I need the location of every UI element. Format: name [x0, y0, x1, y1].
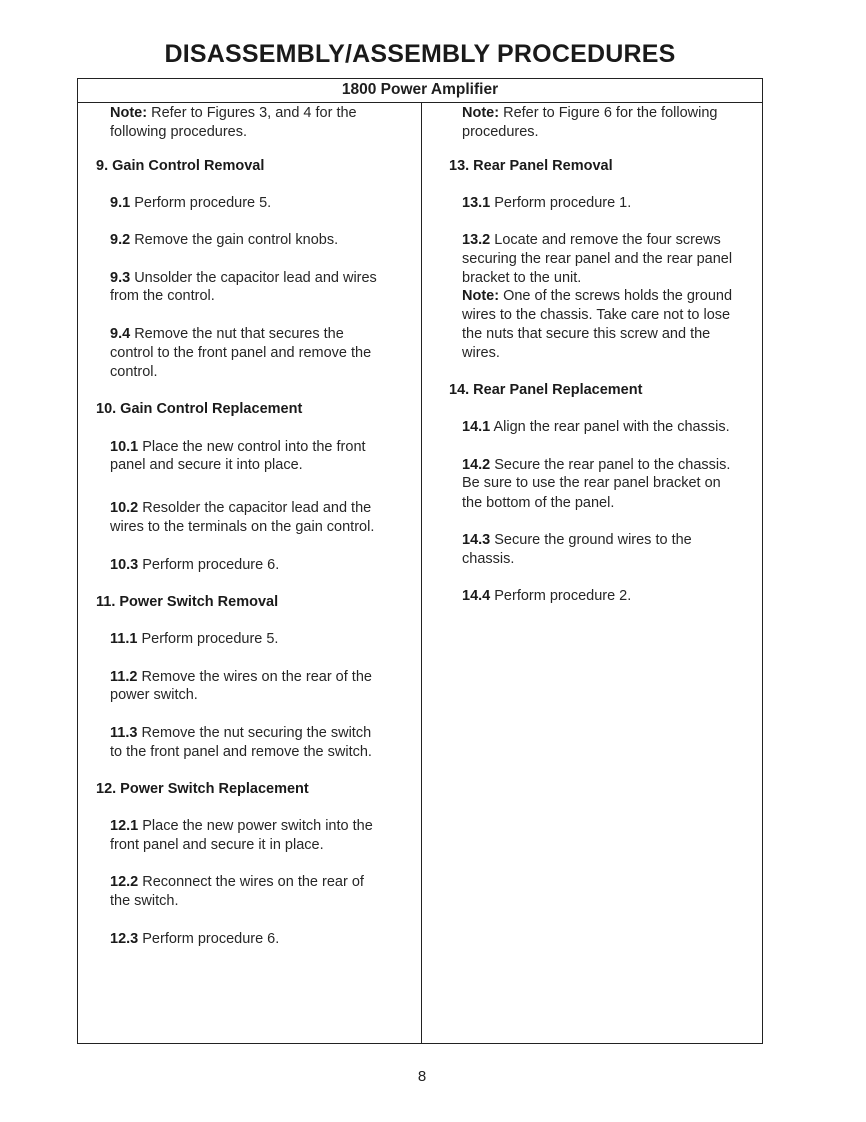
step-text: Place the new control into the front: [142, 439, 366, 455]
step-11-2: [110, 668, 372, 687]
page-number: 8: [417, 1068, 427, 1085]
step-number: 9.1: [110, 195, 131, 211]
step-text: Reconnect the wires on the rear of: [142, 874, 364, 890]
step-number: 9.3: [110, 270, 131, 286]
step-number: 10.2: [110, 500, 139, 516]
step-number: 12.3: [110, 931, 139, 947]
step-13-2-note-line2: wires to the chassis. Take care not to lose: [462, 307, 731, 323]
step-12-2: [110, 873, 364, 892]
step-14-2-line3: the bottom of the panel.: [462, 495, 615, 511]
step-text: Perform procedure 1.: [494, 195, 632, 211]
step-12-1-line2: front panel and secure it in place.: [110, 837, 324, 853]
step-9-4: [110, 325, 344, 344]
step-11-2-line2: power switch.: [110, 687, 198, 703]
note-label: Note:: [462, 288, 500, 304]
step-number: 10.3: [110, 557, 139, 573]
step-14-4: [462, 587, 631, 606]
step-number: 13.1: [462, 195, 491, 211]
left-note: [110, 104, 357, 123]
column-divider: [421, 103, 422, 1044]
step-9-4-line2: control to the front panel and remove the: [110, 345, 372, 361]
step-10-2: [110, 499, 371, 518]
step-number: 12.2: [110, 874, 139, 890]
step-text: Perform procedure 6.: [142, 931, 280, 947]
step-13-1: [462, 194, 631, 213]
step-11-3-line2: to the front panel and remove the switch.: [110, 744, 372, 760]
step-14-3: [462, 531, 692, 550]
section-13-heading: 13. Rear Panel Removal: [449, 158, 613, 174]
right-note: [462, 104, 717, 123]
left-note-line2: following procedures.: [110, 124, 248, 140]
step-text: Perform procedure 5.: [141, 631, 279, 647]
page-title: DISASSEMBLY/ASSEMBLY PROCEDURES: [164, 40, 676, 68]
step-9-3-line2: from the control.: [110, 288, 215, 304]
section-11-heading: 11. Power Switch Removal: [96, 594, 279, 610]
step-text: Locate and remove the four screws: [494, 232, 721, 248]
step-number: 11.1: [110, 631, 138, 647]
step-11-3: [110, 724, 371, 743]
step-text: Secure the rear panel to the chassis.: [494, 457, 731, 473]
step-number: 14.1: [462, 419, 491, 435]
step-13-2-note-line4: wires.: [462, 345, 500, 361]
note-text: Refer to Figure 6 for the following: [503, 105, 718, 121]
step-text: Unsolder the capacitor lead and wires: [134, 270, 377, 286]
step-10-3: [110, 556, 279, 575]
note-text: Refer to Figures 3, and 4 for the: [151, 105, 357, 121]
step-12-1: [110, 817, 373, 836]
right-note-line2: procedures.: [462, 124, 539, 140]
step-number: 14.3: [462, 532, 491, 548]
step-text: Align the rear panel with the chassis.: [493, 419, 730, 435]
step-number: 9.2: [110, 232, 131, 248]
step-9-3: [110, 269, 377, 288]
step-10-1-line2: panel and secure it into place.: [110, 457, 303, 473]
step-number: 13.2: [462, 232, 491, 248]
step-number: 11.2: [110, 669, 138, 685]
step-number: 9.4: [110, 326, 131, 342]
section-14-heading: 14. Rear Panel Replacement: [449, 382, 643, 398]
step-12-3: [110, 930, 279, 949]
step-number: 10.1: [110, 439, 139, 455]
section-10-heading: 10. Gain Control Replacement: [96, 401, 303, 417]
step-text: Remove the gain control knobs.: [134, 232, 339, 248]
step-12-2-line2: the switch.: [110, 893, 179, 909]
section-12-heading: 12. Power Switch Replacement: [96, 781, 309, 797]
note-label: Note:: [462, 105, 500, 121]
step-text: Perform procedure 6.: [142, 557, 280, 573]
note-text: One of the screws holds the ground: [503, 288, 733, 304]
step-text: Perform procedure 2.: [494, 588, 632, 604]
step-text: Perform procedure 5.: [134, 195, 272, 211]
step-text: Remove the wires on the rear of the: [141, 669, 372, 685]
step-11-1: [110, 630, 278, 649]
step-13-2-note: [462, 287, 732, 306]
step-9-2: [110, 231, 338, 250]
step-9-4-line3: control.: [110, 364, 158, 380]
step-13-2-note-line3: the nuts that secure this screw and the: [462, 326, 711, 342]
step-13-2: [462, 231, 721, 250]
step-text: Remove the nut securing the switch: [141, 725, 372, 741]
step-14-3-line2: chassis.: [462, 551, 515, 567]
step-14-1: [462, 418, 730, 437]
step-13-2-line3: bracket to the unit.: [462, 270, 582, 286]
step-number: 12.1: [110, 818, 139, 834]
step-text: Secure the ground wires to the: [494, 532, 692, 548]
table-header: 1800 Power Amplifier: [78, 79, 762, 103]
step-number: 14.4: [462, 588, 491, 604]
step-text: Place the new power switch into the: [142, 818, 373, 834]
section-9-heading: 9. Gain Control Removal: [96, 158, 265, 174]
step-number: 14.2: [462, 457, 491, 473]
step-number: 11.3: [110, 725, 138, 741]
step-10-1: [110, 438, 366, 457]
step-text: Remove the nut that secures the: [134, 326, 344, 342]
step-10-2-line2: wires to the terminals on the gain control.: [110, 519, 375, 535]
step-14-2: [462, 456, 730, 475]
step-14-2-line2: Be sure to use the rear panel bracket on: [462, 475, 721, 491]
note-label: Note:: [110, 105, 148, 121]
step-text: Resolder the capacitor lead and the: [142, 500, 372, 516]
step-13-2-line2: securing the rear panel and the rear panel: [462, 251, 733, 267]
step-9-1: [110, 194, 271, 213]
